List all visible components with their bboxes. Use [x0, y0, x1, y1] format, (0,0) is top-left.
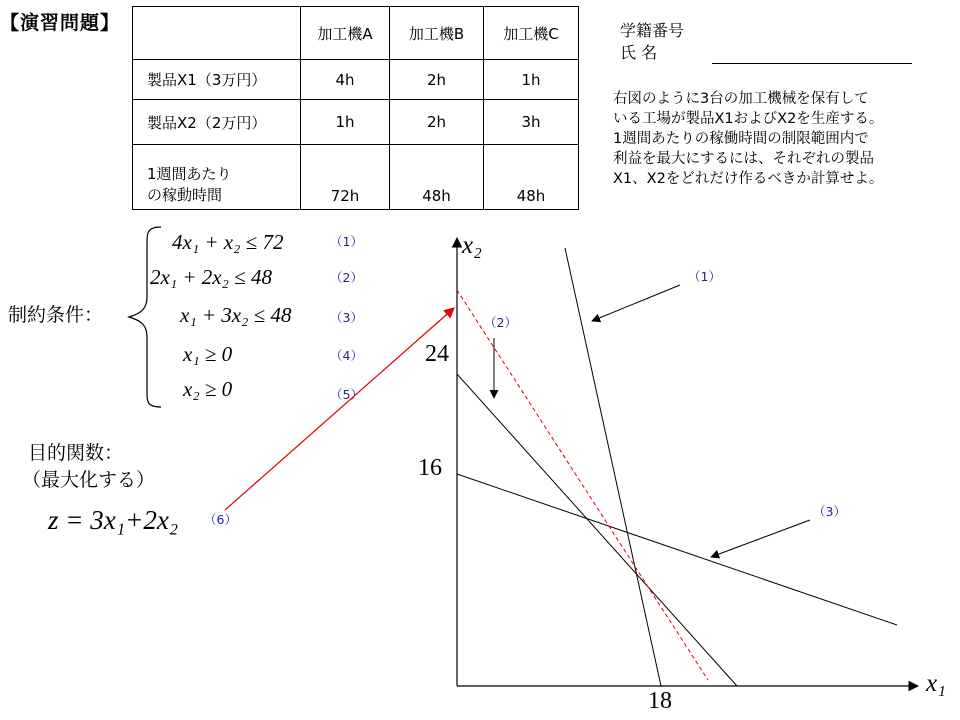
constraint-1: 4x₁ + x₂ ≤ 72	[172, 230, 284, 254]
problem-line: 右図のように3台の加工機械を保有して	[613, 91, 869, 107]
problem-line: 1週間あたりの稼働時間の制限範囲内で	[613, 131, 869, 147]
annotation-arrow-1	[592, 285, 680, 321]
machine-c-header: 加工機C	[484, 7, 579, 60]
table-cell: 48h	[390, 145, 484, 210]
tick-label-24: 24	[425, 341, 449, 367]
constraint-4-tag: （4）	[330, 348, 363, 363]
constraint-2-tag: （2）	[330, 270, 363, 285]
constraint-3-tag: （3）	[330, 310, 363, 325]
objective-tag: （6）	[204, 512, 237, 527]
table-cell: 72h	[301, 145, 390, 210]
constraint-3: x₁ + 3x₂ ≤ 48	[180, 303, 292, 327]
table-cell: 3h	[484, 100, 579, 145]
x2-axis-label: x₂	[462, 232, 482, 259]
tick-label-18: 18	[648, 688, 672, 714]
table-cell: 2h	[390, 100, 484, 145]
product-x2-label: 製品X2（2万円）	[133, 100, 301, 145]
constraint-line-3	[457, 474, 897, 625]
objective-line	[457, 290, 708, 680]
constraint-4: x₁ ≥ 0	[183, 342, 233, 366]
annotation-label-2: （2）	[484, 315, 517, 330]
machine-a-header: 加工機A	[301, 7, 390, 60]
table-cell: 2h	[390, 60, 484, 100]
student-name-label: 氏 名	[620, 43, 658, 62]
annotation-label-1: （1）	[688, 269, 721, 284]
table-cell: 48h	[484, 145, 579, 210]
objective-formula: z = 3x₁+2x₂	[48, 505, 179, 535]
table-cell: 1h	[301, 100, 390, 145]
objective-label: 目的関数：	[28, 442, 124, 464]
table-cell: 1h	[484, 60, 579, 100]
constraint-2: 2x₁ + 2x₂ ≤ 48	[150, 265, 272, 289]
constraint-5-tag: （5）	[330, 387, 363, 402]
problem-line: X1、X2をどれだけ作るべきか計算せよ。	[613, 171, 884, 187]
tick-label-16: 16	[418, 455, 442, 481]
weekly-hours-label-line1: 1週間あたり	[147, 165, 232, 183]
exercise-title: 【演習問題】	[0, 12, 121, 34]
objective-maximize-label: （最大化する）	[22, 469, 156, 491]
product-x1-label: 製品X1（3万円）	[133, 60, 301, 100]
problem-line: 利益を最大にするには、それぞれの製品	[613, 151, 874, 167]
weekly-hours-label-line2: の稼動時間	[147, 186, 223, 204]
constraint-line-1	[565, 248, 661, 686]
constraint-5: x₂ ≥ 0	[183, 377, 233, 401]
constraint-line-2	[457, 374, 737, 686]
constraint-1-tag: （1）	[330, 234, 363, 249]
constraints-label: 制約条件：	[8, 304, 104, 326]
table-cell: 4h	[301, 60, 390, 100]
problem-line: いる工場が製品X1およびX2を生産する。	[613, 111, 884, 127]
annotation-label-3: （3）	[813, 504, 846, 519]
annotation-arrow-3	[711, 520, 810, 557]
x1-axis-label: x₁	[926, 670, 946, 697]
machine-b-header: 加工機B	[390, 7, 484, 60]
student-id-label: 学籍番号	[620, 21, 685, 40]
